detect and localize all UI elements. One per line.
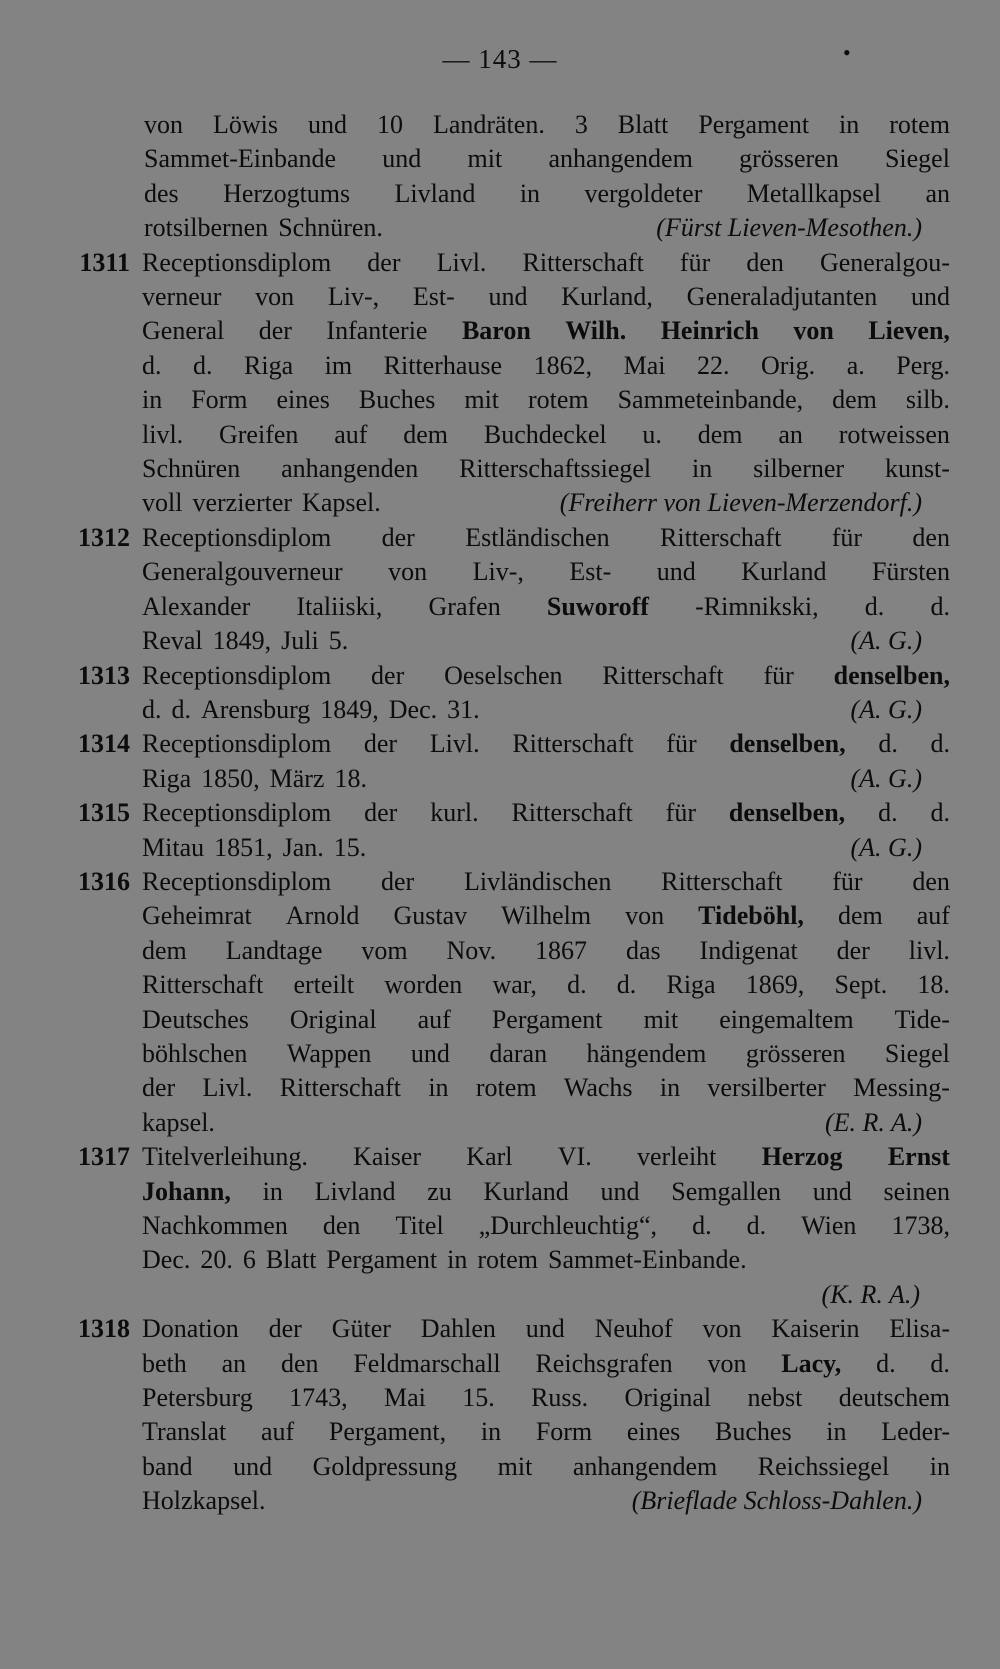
catalog-entry xyxy=(50,246,950,521)
text-line: Receptionsdiplom der Livländischen Ritterschaft für den xyxy=(142,866,950,896)
source-citation: (Freiherr von Lieven-Merzendorf.) xyxy=(559,488,922,518)
text-line: Deutsches Original auf Pergament mit eingemaltem Tide- xyxy=(142,1004,950,1034)
source-citation: (Fürst Lieven-Mesothen.) xyxy=(656,213,922,243)
text-line: Holzkapsel. (Brieflade Schloss-Dahlen.) xyxy=(142,1484,950,1518)
entry-number: 1314 xyxy=(78,729,130,759)
text-line: Generalgouverneur von Liv-, Est- und Kurland Fürsten xyxy=(142,557,950,587)
entry-number: 1315 xyxy=(78,798,130,828)
text-line: Dec. 20. 6 Blatt Pergament in rotem Sammet-Einbande. xyxy=(142,1245,747,1275)
text-line: Mitau 1851, Jan. 15. (A. G.) xyxy=(142,831,950,865)
text-line: kapsel. (E. R. A.) xyxy=(142,1106,950,1140)
text-line: Receptionsdiplom der Livl. Ritterschaft für den Generalgou- xyxy=(142,247,950,277)
text-line: Translat auf Pergament, in Form eines Buches in Leder- xyxy=(142,1417,950,1447)
text-line: General der Infanterie Baron Wilh. Heinrich von Lieven, xyxy=(142,316,950,346)
text-line: Receptionsdiplom der Estländischen Ritterschaft für den xyxy=(142,522,950,552)
text-line: voll verzierter Kapsel. (Freiherr von Lieven-Merzendorf.) xyxy=(142,486,950,520)
catalog-entry xyxy=(50,521,950,659)
text-line: livl. Greifen auf dem Buchdeckel u. dem an rotweissen xyxy=(142,419,950,449)
text-line: verneur von Liv-, Est- und Kurland, Generaladjutanten und xyxy=(142,282,950,312)
text-line: Johann, in Livland zu Kurland und Semgallen und seinen xyxy=(142,1176,950,1206)
text-line: Ritterschaft erteilt worden war, d. d. Riga 1869, Sept. 18. xyxy=(142,970,950,1000)
text-line: Titelverleihung. Kaiser Karl VI. verleiht Herzog Ernst xyxy=(142,1142,950,1172)
catalog-entry xyxy=(50,1140,950,1312)
text-line: von Löwis und 10 Landräten. 3 Blatt Pergament in rotem xyxy=(144,110,950,139)
text-line: d. d. Arensburg 1849, Dec. 31. (A. G.) xyxy=(142,693,950,727)
text-line: Alexander Italiiski, Grafen Suworoff -Rimnikski, d. d. xyxy=(142,591,950,621)
text-line: in Form eines Buches mit rotem Sammeteinbande, dem silb. xyxy=(142,385,950,415)
entry-number: 1316 xyxy=(78,866,130,896)
catalog-entry xyxy=(50,659,950,728)
text-line: band und Goldpressung mit anhangendem Reichssiegel in xyxy=(142,1451,950,1481)
page-number: — 143 — xyxy=(442,44,558,74)
text-line: Sammet-Einbande und mit anhangendem grösseren Siegel xyxy=(144,144,950,174)
source-citation: (A. G.) xyxy=(850,626,922,656)
entry-number: 1318 xyxy=(78,1314,130,1344)
text-line: Receptionsdiplom der Oeselschen Ritterschaft für denselben, xyxy=(142,660,950,690)
document-body xyxy=(50,108,950,1519)
text-line: Nachkommen den Titel „Durchleuchtig“, d. d. Wien 1738, xyxy=(142,1211,950,1240)
text-line: der Livl. Ritterschaft in rotem Wachs in versilberter Messing- xyxy=(142,1073,950,1103)
text-line: dem Landtage vom Nov. 1867 das Indigenat der livl. xyxy=(142,935,950,965)
text-line: Schnüren anhangenden Ritterschaftssiegel in silberner kunst- xyxy=(142,454,950,484)
text-line: Receptionsdiplom der kurl. Ritterschaft für denselben, d. d. xyxy=(142,798,950,828)
text-line: Donation der Güter Dahlen und Neuhof von Kaiserin Elisa- xyxy=(142,1314,950,1344)
page-mark: • xyxy=(843,40,851,65)
text-line: Receptionsdiplom der Livl. Ritterschaft für denselben, d. d. xyxy=(142,729,950,759)
source-citation: (A. G.) xyxy=(850,832,922,862)
catalog-entry xyxy=(50,865,950,1140)
entry-number: 1317 xyxy=(78,1142,130,1172)
text-line: des Herzogtums Livland in vergoldeter Metallkapsel an xyxy=(144,178,950,208)
text-line: böhlschen Wappen und daran hängendem grösseren Siegel xyxy=(142,1038,950,1068)
text-line: d. d. Riga im Ritterhause 1862, Mai 22. Orig. a. Perg. xyxy=(142,350,950,380)
text-line: Petersburg 1743, Mai 15. Russ. Original nebst deutschem xyxy=(142,1383,950,1413)
entry-number: 1311 xyxy=(79,247,130,277)
text-line: Geheimrat Arnold Gustav Wilhelm von Tideböhl, dem auf xyxy=(142,901,950,931)
source-citation: (E. R. A.) xyxy=(825,1107,922,1137)
source-citation: (A. G.) xyxy=(850,694,922,724)
source-citation: (Brieflade Schloss-Dahlen.) xyxy=(631,1486,922,1516)
catalog-entry xyxy=(50,1312,950,1518)
catalog-entry xyxy=(50,796,950,865)
text-line: Reval 1849, Juli 5. (A. G.) xyxy=(142,624,950,658)
source-citation: (K. R. A.) xyxy=(821,1279,920,1309)
text-line: rotsilbernen Schnüren. (Fürst Lieven-Mesothen.) xyxy=(144,211,950,245)
entry-number: 1312 xyxy=(78,522,130,552)
source-citation: (A. G.) xyxy=(850,763,922,793)
entry-number: 1313 xyxy=(78,660,130,690)
catalog-entry xyxy=(50,108,950,246)
text-line: Riga 1850, März 18. (A. G.) xyxy=(142,762,950,796)
text-line: beth an den Feldmarschall Reichsgrafen von Lacy, d. d. xyxy=(142,1348,950,1378)
catalog-entry xyxy=(50,727,950,796)
